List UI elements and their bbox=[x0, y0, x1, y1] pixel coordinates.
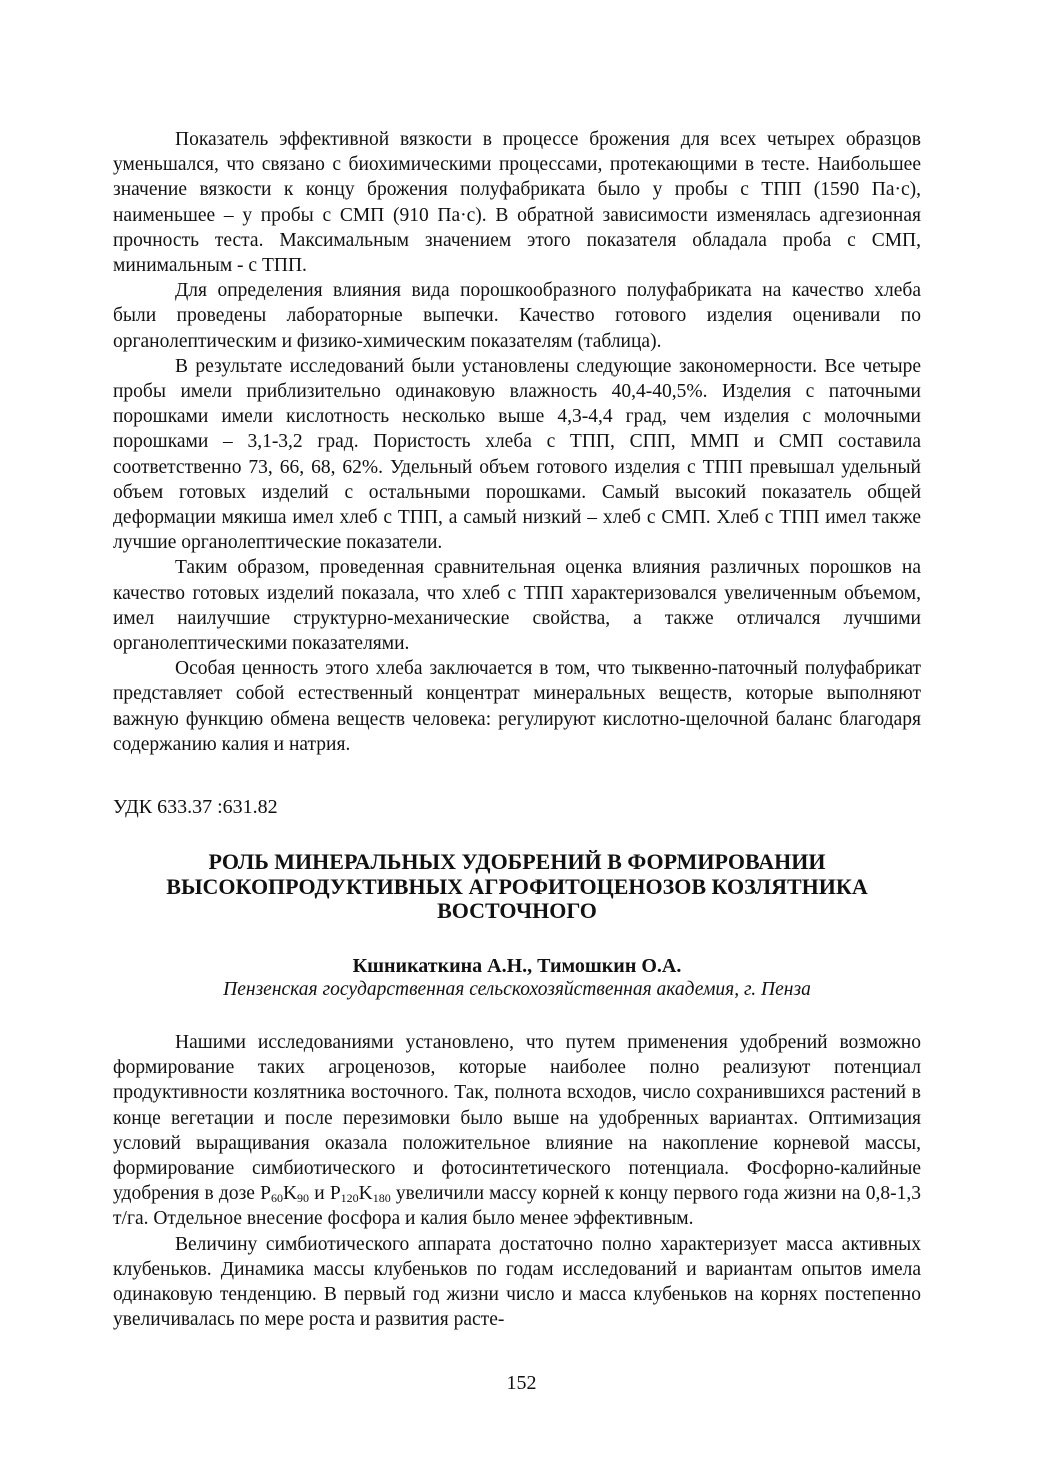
paragraph-text-start: Нашими исследованиями установлено, что путем применения удобрений возможно формирование таких агроценозов, которые наиболее полно реализуют потенциал продуктивности козлятника восточного. Так, полнота всходов, число сохранившихся растений в конце вегетации и после перезимовки было выше на удобренных вариантах. Оптимизация условий выращивания оказала положительное влияние на накопление корневой массы, формирование симбиотического и фотосинтетического потенциала. Фосфорно-калийные удобрения в дозе bbox=[113, 1032, 921, 1205]
article-title: РОЛЬ МИНЕРАЛЬНЫХ УДОБРЕНИЙ В ФОРМИРОВАНИИ ВЫСОКОПРОДУКТИВНЫХ АГРОФИТОЦЕНОЗОВ КОЗЛЯТНИКА ВОСТОЧНОГО bbox=[166, 849, 868, 923]
top-text-block bbox=[113, 127, 921, 757]
dose-k-subscript: 180 bbox=[372, 1191, 391, 1206]
paragraph-baking: Для определения влияния вида порошкообразного полуфабриката на качество хлеба были проведены лабораторные выпечки. Качество готового изделия оценивали по органолептическим и физико-химическим показателям (таблица). bbox=[113, 280, 921, 352]
and-word: и bbox=[309, 1183, 330, 1205]
article-affiliation: Пензенская государственная сельскохозяйственная академия, г. Пенза bbox=[223, 979, 811, 1000]
paragraph-viscosity: Показатель эффективной вязкости в процессе брожения для всех четырех образцов уменьшался, что связано с биохимическими процессами, протекающими в тесте. Наибольшее значение вязкости к концу брожения полуфабриката было у пробы с ТПП (1590 Па·с), наименьшее – у пробы с СМП (910 Па·с). В обратной зависимости изменялась адгезионная прочность теста. Максимальным значением этого показателя обладала проба с СМП, минимальным - с ТПП. bbox=[113, 129, 921, 277]
article-authors: Кшникаткина А.Н., Тимошкин О.А. bbox=[352, 955, 682, 977]
paragraph-conclusion: Таким образом, проведенная сравнительная оценка влияния различных порошков на качество готовых изделий показала, что хлеб с ТПП характеризовался увеличенным объемом, имел наилучшие структурно-механические свойства, а также отличался лучшими органолептическими показателями. bbox=[113, 557, 921, 655]
dose-k-symbol: K bbox=[358, 1183, 373, 1205]
dose-k-symbol: K bbox=[282, 1183, 298, 1205]
dose-p60 bbox=[260, 1183, 283, 1204]
article-text-block bbox=[113, 1030, 921, 1332]
dose-k180 bbox=[359, 1183, 391, 1204]
dose-p-symbol: P bbox=[329, 1183, 341, 1205]
page-number: 152 bbox=[506, 1372, 537, 1394]
dose-k90 bbox=[283, 1183, 309, 1204]
dose-p120 bbox=[330, 1183, 359, 1204]
paragraph-results: В результате исследований были установлены следующие закономерности. Все четыре пробы имели приблизительно одинаковую влажность 40,4-40,5%. Изделия с паточными порошками имели кислотность несколько выше 4,3-4,4 град, чем изделия с молочными порошками – 3,1-3,2 град. Пористость хлеба с ТПП, СПП, ММП и СМП составила соответственно 73, 66, 68, 62%. Удельный объем готового изделия с ТПП превышал удельный объем готовых изделий с остальными порошками. Самый высокий показатель общей деформации мякиша имел хлеб с ТПП, а самый низкий – хлеб с СМП. Хлеб с ТПП имел также лучшие органолептические показатели. bbox=[113, 355, 921, 554]
dose-p-symbol: P bbox=[260, 1183, 271, 1205]
article-paragraph-fertilizers bbox=[113, 1030, 921, 1232]
paragraph-text-end: увеличили массу корней к концу первого года жизни на 0,8-1,3 т/га. Отдельное внесение фосфора и калия было менее эффективным. bbox=[113, 1183, 921, 1230]
paragraph-value: Особая ценность этого хлеба заключается в том, что тыквенно-паточный полуфабрикат представляет собой естественный концентрат минеральных веществ, которые выполняют важную функцию обмена веществ человека: регулируют кислотно-щелочной баланс благодаря содержанию калия и натрия. bbox=[113, 658, 921, 755]
udk-code: УДК 633.37 :631.82 bbox=[113, 796, 278, 818]
dose-p-subscript: 60 bbox=[270, 1191, 283, 1206]
article-paragraph-symbiotic: Величину симбиотического аппарата достаточно полно характеризует масса активных клубеньков. Динамика массы клубеньков по годам исследований и вариантам опытов имела одинаковую тенденцию. В первый год жизни число и масса клубеньков на корнях постепенно увеличивалась по мере роста и развития расте- bbox=[113, 1233, 921, 1331]
dose-p-subscript: 120 bbox=[340, 1191, 359, 1206]
dose-k-subscript: 90 bbox=[297, 1191, 310, 1206]
